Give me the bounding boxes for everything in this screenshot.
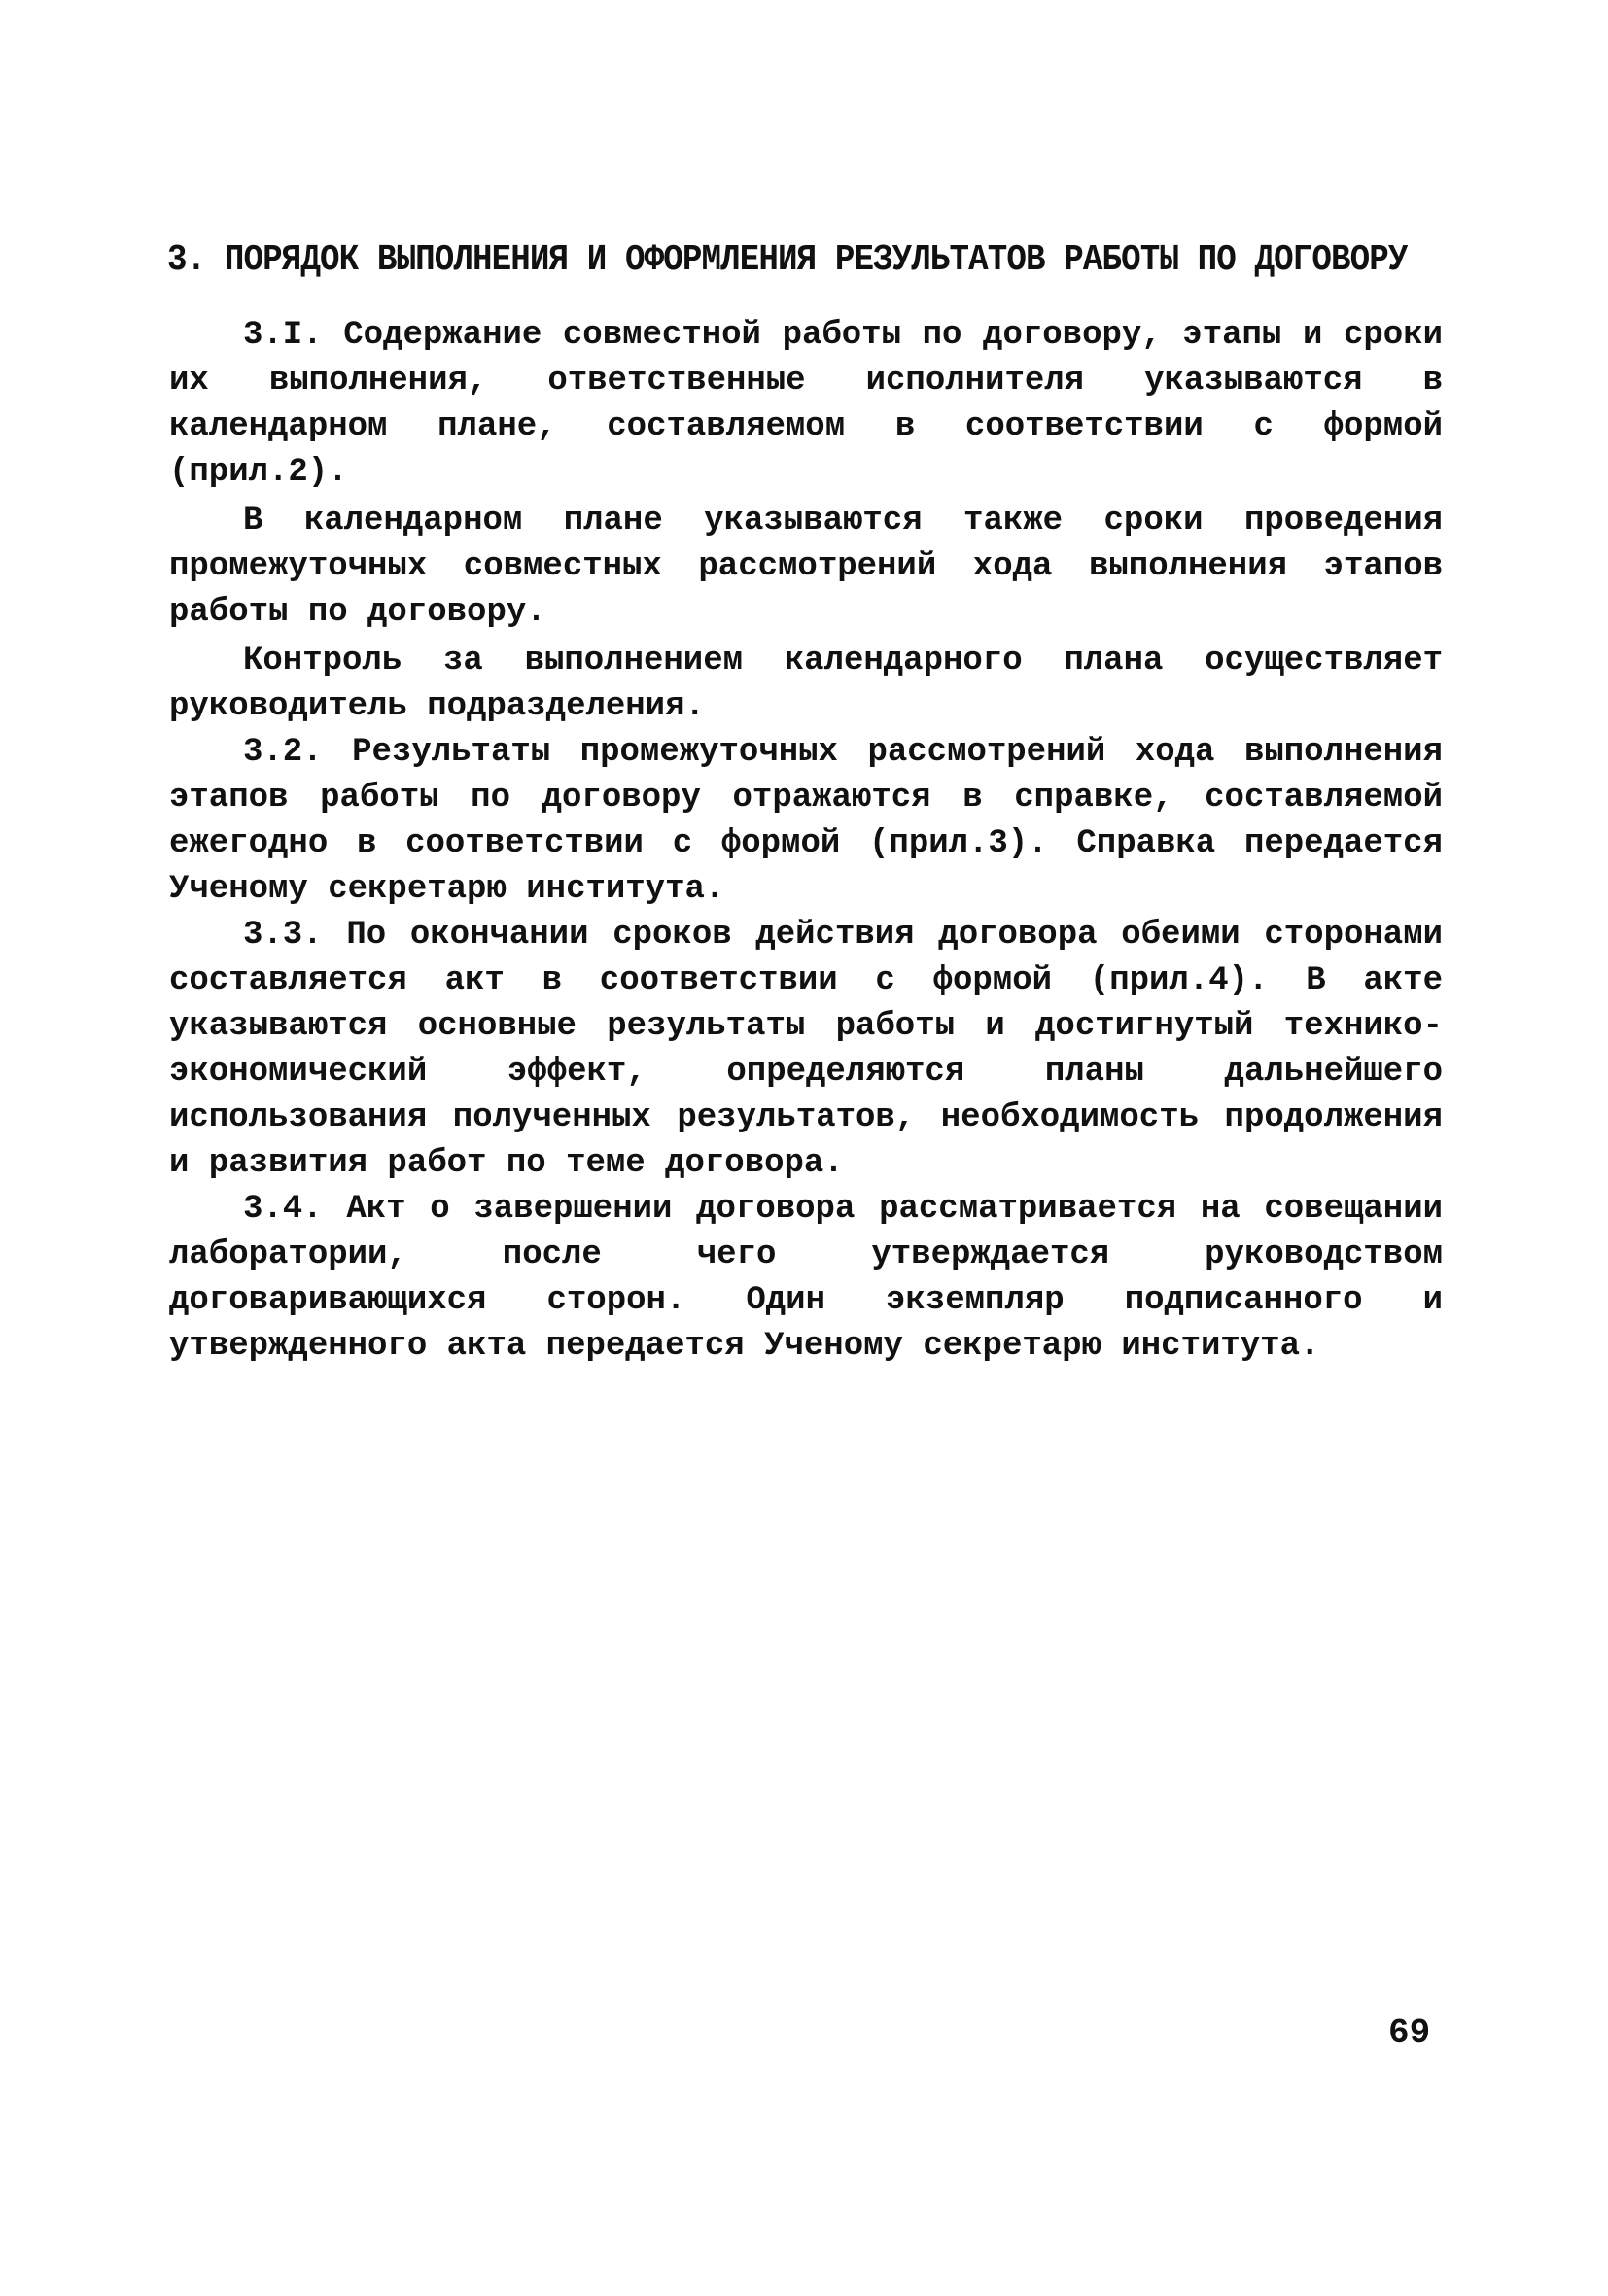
paragraph-3-1: 3.I. Содержание совместной работы по договору, этапы и сроки их выполнения, ответственные исполнителя указываются в календарном плане, составляемом в соответствии с формой (прил.2). xyxy=(169,317,1443,491)
section-title: 3. ПОРЯДОК ВЫПОЛНЕНИЯ И ОФОРМЛЕНИЯ РЕЗУЛЬТАТОВ РАБОТЫ ПО ДОГОВОРУ xyxy=(167,239,1408,281)
page-number: 69 xyxy=(1388,2013,1431,2053)
paragraph-3-4: 3.4. Акт о завершении договора рассматривается на совещании лаборатории, после чего утверждается руководством договаривающихся сторон. Один экземпляр подписанного и утвержденного акта передается Ученому секретарю института. xyxy=(169,1191,1443,1365)
section-body xyxy=(169,313,1443,1370)
paragraph-3-2: 3.2. Результаты промежуточных рассмотрений хода выполнения этапов работы по договору отражаются в справке, составляемой ежегодно в соответствии с формой (прил.3). Справка передается Ученому секретарю института. xyxy=(169,734,1443,908)
paragraph-control: Контроль за выполнением календарного плана осуществляет руководитель подразделения. xyxy=(169,643,1443,725)
paragraph-calendar-plan: В календарном плане указываются также сроки проведения промежуточных совместных рассмотрений хода выполнения этапов работы по договору. xyxy=(169,503,1443,631)
paragraph-3-3: 3.3. По окончании сроков действия договора обеими сторонами составляется акт в соответствии с формой (прил.4). В акте указываются основные результаты работы и достигнутый технико-экономический эффект, определяются планы дальнейшего использования полученных результатов, необходимость продолжения и развития работ по теме договора. xyxy=(169,917,1443,1182)
